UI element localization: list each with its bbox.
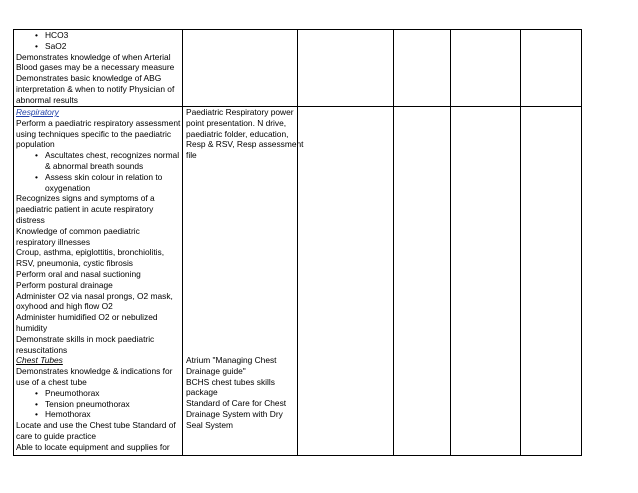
list-item: • SaO2 <box>35 40 67 51</box>
text-line: Demonstrates knowledge & indications for <box>16 366 173 377</box>
table-column-divider <box>297 29 298 455</box>
text-line: abnormal results <box>16 94 78 105</box>
text-line: Atrium "Managing Chest <box>186 355 277 365</box>
text-line: Paediatric Respiratory power <box>186 107 294 117</box>
list-item: • Tension pneumothorax <box>35 398 130 409</box>
text-line: Administer O2 via nasal prongs, O2 mask, <box>16 290 173 301</box>
text-line: Administer humidified O2 or nebulized <box>16 312 158 323</box>
chest-tubes-resources-cell <box>186 355 286 431</box>
list-item: • Assess skin colour in relation to <box>35 171 163 182</box>
text-line: Recognizes signs and symptoms of a <box>16 193 155 204</box>
text-line: respiratory illnesses <box>16 236 91 247</box>
respiratory-heading-link[interactable]: Respiratory <box>16 107 59 117</box>
text-line: distress <box>16 214 45 225</box>
table-border-bottom <box>13 455 582 456</box>
list-item: • Ascultates chest, recognizes normal <box>35 150 180 161</box>
text-line: Standard of Care for Chest <box>186 398 287 409</box>
table-column-divider <box>450 29 451 455</box>
text-line: paediatric folder, education, <box>186 128 289 139</box>
list-item: • Pneumothorax <box>35 387 100 398</box>
text-line: Perform postural drainage <box>16 279 113 290</box>
list-item-continuation: oxygenation <box>45 182 91 193</box>
text-line: RSV, pneumonia, cystic fibrosis <box>16 258 133 269</box>
text-line: Croup, asthma, epiglottitis, bronchiolitis, <box>16 247 165 258</box>
table-border-left <box>13 29 14 455</box>
text-line: Blood gases may be a necessary measure <box>16 62 175 73</box>
list-item: • Hemothorax <box>35 409 91 420</box>
text-line: care to guide practice <box>16 430 97 441</box>
text-line: Resp & RSV, Resp assessment <box>186 139 304 150</box>
table-column-divider <box>393 29 394 455</box>
text-line: Perform oral and nasal suctioning <box>16 268 141 279</box>
abg-competency-cell <box>16 30 174 106</box>
text-line: Drainage guide" <box>186 365 246 376</box>
text-line: Locate and use the Chest tube Standard of <box>16 420 176 431</box>
chest-tubes-heading: Chest Tubes <box>16 355 63 366</box>
list-item-continuation: & abnormal breath sounds <box>45 160 144 171</box>
respiratory-competency-cell <box>16 107 180 453</box>
text-line: interpretation & when to notify Physician of <box>16 83 175 94</box>
text-line: Demonstrates basic knowledge of ABG <box>16 73 162 84</box>
text-line: Knowledge of common paediatric <box>16 225 140 236</box>
text-line: package <box>186 387 218 398</box>
text-line: using techniques specific to the paediatric <box>16 128 172 139</box>
table-border-right <box>581 29 582 455</box>
text-line: resuscitations <box>16 344 68 355</box>
text-line: file <box>186 150 197 161</box>
text-line: BCHS chest tubes skills <box>186 376 275 387</box>
text-line: Perform a paediatric respiratory assessment <box>16 117 181 128</box>
text-line: paediatric patient in acute respiratory <box>16 204 154 215</box>
text-line: population <box>16 139 55 150</box>
respiratory-resources-cell <box>186 107 303 161</box>
text-line: Able to locate equipment and supplies for <box>16 441 170 452</box>
text-line: oxyhood and high flow O2 <box>16 301 113 312</box>
text-line: Drainage System with Dry <box>186 408 283 419</box>
text-line: Seal System <box>186 419 234 430</box>
text-line: Demonstrate skills in mock paediatric <box>16 333 155 344</box>
text-line: use of a chest tube <box>16 376 87 387</box>
table-column-divider <box>520 29 521 455</box>
text-line: Demonstrates knowledge of when Arterial <box>16 51 171 62</box>
list-item: • HCO3 <box>35 30 69 40</box>
text-line: point presentation. N drive, <box>186 117 287 128</box>
text-line: humidity <box>16 322 48 333</box>
table-column-divider <box>182 29 183 455</box>
